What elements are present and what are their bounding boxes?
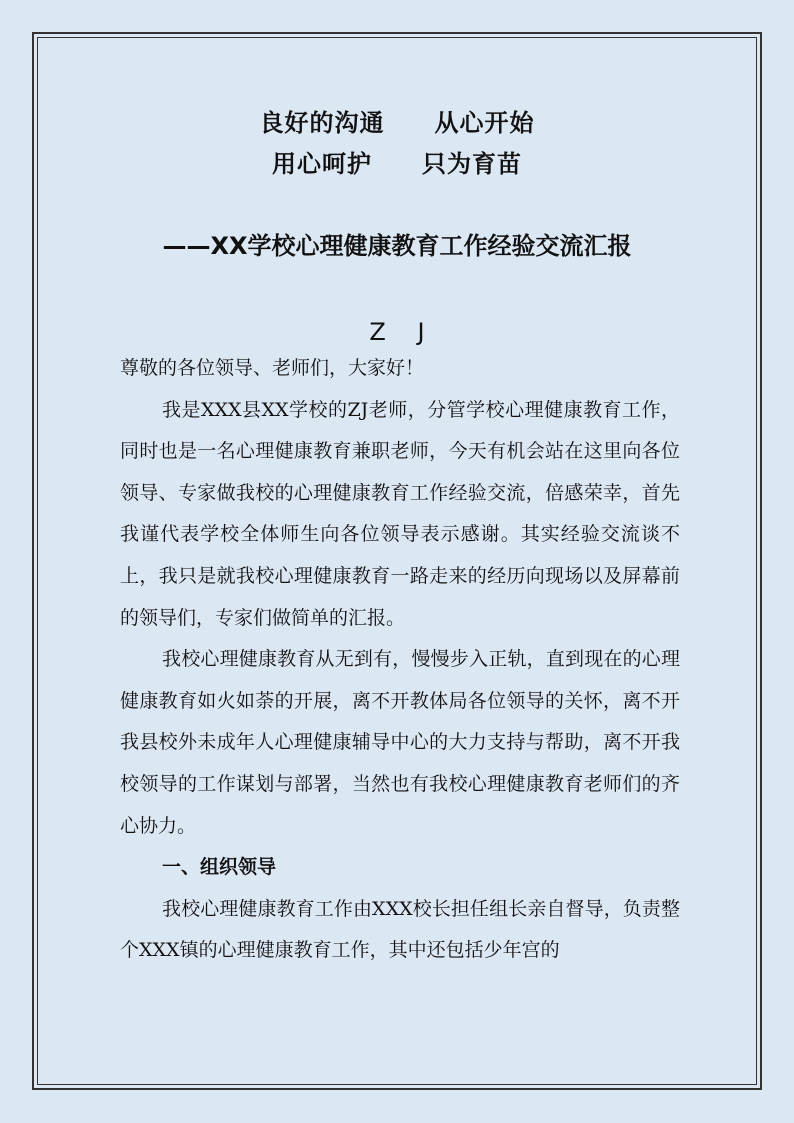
- section-paragraph: 我校心理健康教育工作由XXX校长担任组长亲自督导，负责整个XXX镇的心理健康教育工作，其中还包括少年宫的: [120, 897, 680, 962]
- section-heading: 一、组织领导: [162, 856, 277, 879]
- document-subtitle: ——XX学校心理健康教育工作经验交流汇报: [162, 232, 632, 260]
- document-body: [120, 348, 680, 972]
- headline-line-2: 用心呵护 只为育苗: [272, 150, 522, 178]
- author-name: Z J: [369, 318, 425, 346]
- headline-line-1: 良好的沟通 从心开始: [259, 109, 535, 137]
- greeting: 尊敬的各位领导、老师们，大家好！: [120, 357, 425, 379]
- paragraph-1: 我是XXX县XX学校的ZJ老师，分管学校心理健康教育工作，同时也是一名心理健康教育兼职老师，今天有机会站在这里向各位领导、专家做我校的心理健康教育工作经验交流，倍感荣幸，首先我谨代表学校全体师生向各位领导表示感谢。其实经验交流谈不上，我只是就我校心理健康教育一路走来的经历向现场以及屏幕前的领导们，专家们做简单的汇报。: [120, 398, 680, 629]
- paragraph-2: 我校心理健康教育从无到有，慢慢步入正轨，直到现在的心理健康教育如火如荼的开展，离不开教体局各位领导的关怀，离不开我县校外未成年人心理健康辅导中心的大力支持与帮助，离不开我校领导的工作谋划与部署，当然也有我校心理健康教育老师们的齐心协力。: [120, 648, 680, 837]
